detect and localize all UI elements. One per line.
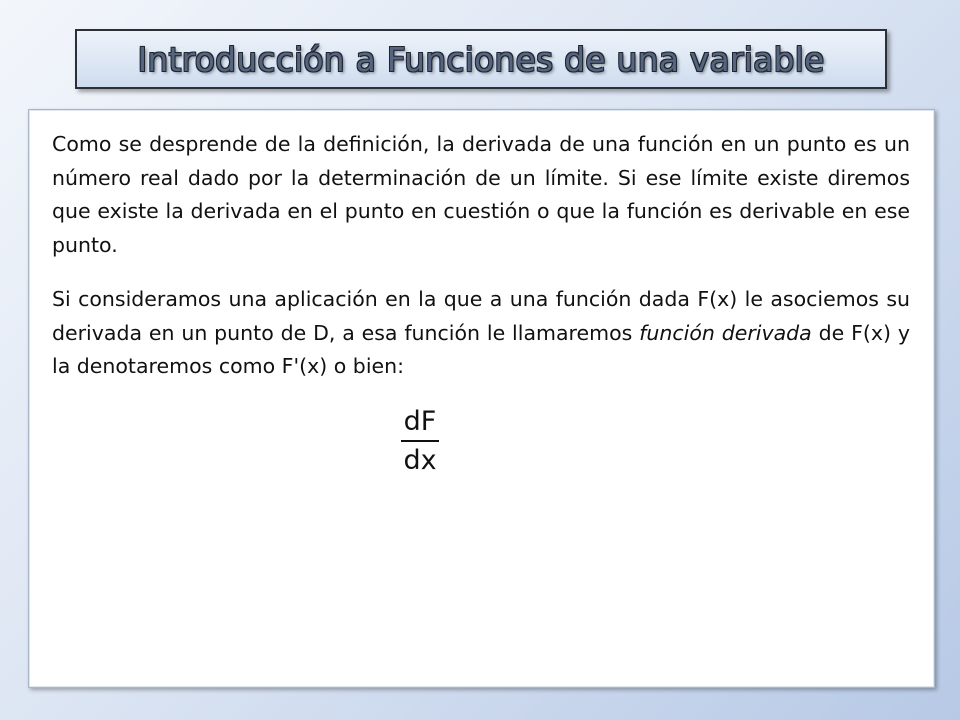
fraction-numerator: dF <box>403 406 437 437</box>
fraction-bar <box>401 440 439 442</box>
paragraph-derived-function <box>52 283 910 384</box>
derivative-fraction <box>400 405 440 477</box>
paragraph-text-before: Si consideramos una aplicación en la que a una función dada F(x) le asociemos su derivada en un punto de D, a esa función le llamaremos <box>52 287 910 345</box>
paragraph-text-after: de F(x) y la denotaremos como F'(x) o bien: <box>52 320 910 378</box>
italic-term: función derivada <box>639 320 812 345</box>
fraction-denominator: dx <box>403 445 437 476</box>
paragraph-definition: Como se desprende de la definición, la derivada de una función en un punto es un número real dado por la determinación de un límite. Si ese límite existe diremos que existe la derivada en el punto en cuestión o que la función es derivable en ese punto. <box>52 132 910 257</box>
slide-title: Introducción a Funciones de una variable <box>137 39 825 79</box>
title-box <box>75 29 887 89</box>
